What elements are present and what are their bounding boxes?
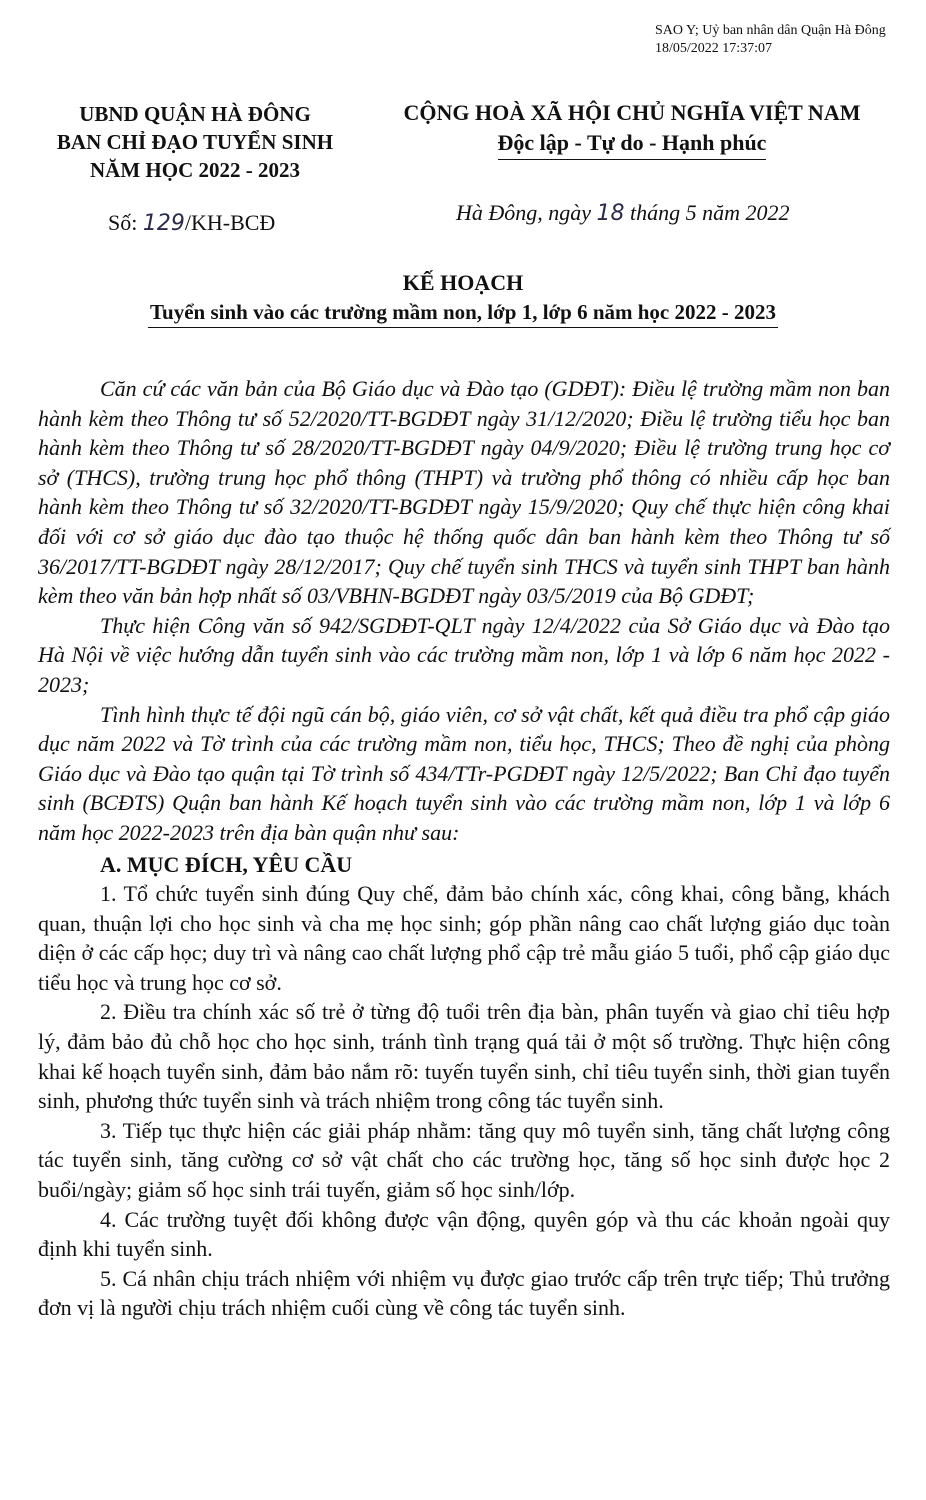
stamp-line-2: 18/05/2022 17:37:07 bbox=[655, 41, 773, 56]
document-number bbox=[108, 210, 275, 236]
document-subtitle: Tuyển sinh vào các trường mầm non, lớp 1, lớp 6 năm học 2022 - 2023 bbox=[148, 300, 778, 328]
stamp-line-1: SAO Y; Uỷ ban nhân dân Quận Hà Đông bbox=[655, 23, 886, 38]
agency-line-2: BAN CHỈ ĐẠO TUYỂN SINH bbox=[56, 130, 334, 154]
national-motto: Độc lập - Tự do - Hạnh phúc bbox=[498, 128, 767, 160]
document-title: KẾ HOẠCH bbox=[402, 270, 524, 295]
section-a-item-3: 3. Tiếp tục thực hiện các giải pháp nhằm: tăng quy mô tuyển sinh, tăng chất lượng công tác tuyển sinh, tăng cường cơ sở vật chất cho các trường học, tăng số học sinh được học 2 buổi/ngày; giảm số học sinh trái tuyến, giảm số học sinh/lớp. bbox=[38, 1117, 890, 1203]
section-a-heading: A. MỤC ĐÍCH, YÊU CẦU bbox=[100, 851, 353, 877]
place-date-before: Hà Đông, ngày bbox=[456, 200, 597, 225]
section-a-item-1: 1. Tổ chức tuyển sinh đúng Quy chế, đảm bảo chính xác, công khai, công bằng, khách quan, thuận lợi cho học sinh và cha mẹ học sinh; góp phần nâng cao chất lượng giáo dục toàn diện ở các cấp học; duy trì và nâng cao chất lượng phổ cập trẻ mẫu giáo 5 tuổi, phổ cập giáo dục tiểu học và trung học cơ sở. bbox=[38, 881, 890, 995]
section-a-item-2: 2. Điều tra chính xác số trẻ ở từng độ tuổi trên địa bàn, phân tuyến và giao chỉ tiêu hợp lý, đảm bảo đủ chỗ học cho học sinh, tránh tình trạng quá tải ở một số trường. Thực hiện công khai kế hoạch tuyển sinh, đảm bảo nắm rõ: tuyến tuyển sinh, chỉ tiêu tuyển sinh, thời gian tuyển sinh, phương thức tuyển sinh và trách nhiệm trong công tác tuyển sinh. bbox=[38, 999, 890, 1114]
agency-line-3: NĂM HỌC 2022 - 2023 bbox=[90, 158, 300, 182]
document-subtitle-wrap bbox=[0, 300, 926, 328]
place-and-date bbox=[456, 200, 790, 226]
place-date-after: tháng 5 năm 2022 bbox=[624, 200, 790, 225]
doc-number-suffix: /KH-BCĐ bbox=[184, 210, 276, 235]
digital-copy-stamp bbox=[655, 22, 926, 58]
handwritten-day: 18 bbox=[596, 201, 625, 226]
country-name: CỘNG HOÀ XÃ HỘI CHỦ NGHĨA VIỆT NAM bbox=[403, 100, 861, 125]
doc-number-prefix: Số: bbox=[108, 210, 143, 235]
preamble-paragraph-2: Thực hiện Công văn số 942/SGDĐT-QLT ngày 12/4/2022 của Sở Giáo dục và Đào tạo Hà Nội về việc hướng dẫn tuyển sinh vào các trường mầm non, lớp 1 và lớp 6 năm học 2022 - 2023; bbox=[38, 612, 890, 697]
document-body bbox=[38, 374, 890, 1323]
section-a-item-5: 5. Cá nhân chịu trách nhiệm với nhiệm vụ được giao trước cấp trên trực tiếp; Thủ trưởng đơn vị là người chịu trách nhiệm cuối cùng về công tác tuyển sinh. bbox=[38, 1265, 890, 1321]
national-header bbox=[372, 98, 892, 160]
preamble-paragraph-3: Tình hình thực tế đội ngũ cán bộ, giáo viên, cơ sở vật chất, kết quả điều tra phổ cập giáo dục năm 2022 và Tờ trình của các trường mầm non, tiểu học, THCS; Theo đề nghị của phòng Giáo dục và Đào tạo quận tại Tờ trình số 434/TTr-PGDĐT ngày 12/5/2022; Ban Chỉ đạo tuyển sinh (BCĐTS) Quận ban hành Kế hoạch tuyển sinh vào các trường mầm non, lớp 1 và lớp 6 năm học 2022-2023 trên địa bàn quận như sau: bbox=[38, 701, 890, 845]
handwritten-doc-number: 129 bbox=[142, 211, 185, 236]
section-a-item-4: 4. Các trường tuyệt đối không được vận động, quyên góp và thu các khoản ngoài quy định khi tuyển sinh. bbox=[38, 1206, 890, 1262]
preamble-paragraph-1: Căn cứ các văn bản của Bộ Giáo dục và Đào tạo (GDĐT): Điều lệ trường mầm non ban hành kèm theo Thông tư số 52/2020/TT-BGDĐT ngày 31/12/2020; Điều lệ trường tiểu học ban hành kèm theo Thông tư số 28/2020/TT-BGDĐT ngày 04/9/2020; Điều lệ trường trung học cơ sở (THCS), trường trung học phổ thông (THPT) và trường phổ thông có nhiều cấp học ban hành kèm theo Thông tư số 32/2020/TT-BGDĐT ngày 15/9/2020; Quy chế thực hiện công khai đối với cơ sở giáo dục đào tạo thuộc hệ thống quốc dân ban hành kèm theo Thông tư số 36/2017/TT-BGDĐT ngày 28/12/2017; Quy chế tuyển sinh THCS và tuyển sinh THPT ban hành kèm theo văn bản hợp nhất số 03/VBHN-BGDĐT ngày 03/5/2019 của Bộ GDĐT; bbox=[38, 376, 890, 609]
agency-line-1: UBND QUẬN HÀ ĐÔNG bbox=[79, 102, 311, 126]
issuing-agency-header bbox=[30, 100, 360, 184]
